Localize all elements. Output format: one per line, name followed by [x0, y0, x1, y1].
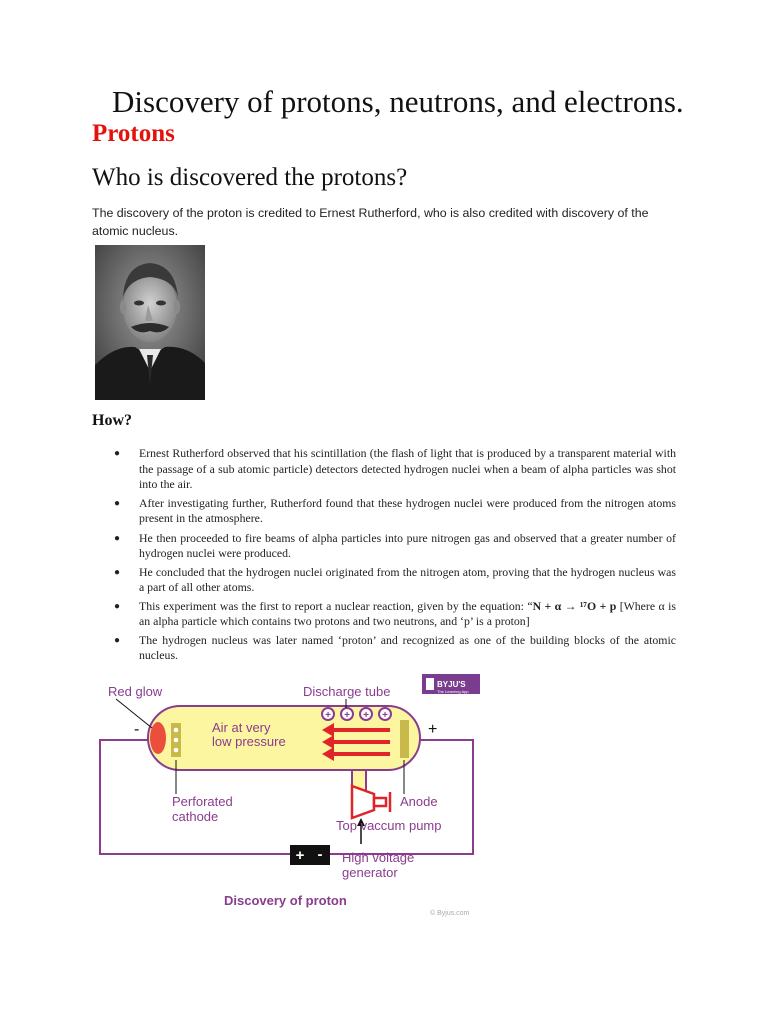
plus-sign: +: [428, 721, 438, 738]
anode: [400, 720, 409, 758]
equation: N + α → ¹⁷O + p: [532, 598, 617, 613]
svg-text:The Learning App: The Learning App: [437, 689, 469, 694]
diagram-caption: Discovery of proton: [224, 893, 347, 908]
discharge-tube-label: Discharge tube: [303, 684, 391, 699]
how-heading: How?: [92, 412, 132, 429]
svg-text:+: +: [344, 710, 350, 721]
perforated-label: Perforated: [172, 794, 233, 809]
list-item: ● He concluded that the hydrogen nuclei originated from the nitrogen atom, proving that the hydrogen nucleus was a part of all other atoms.: [114, 564, 676, 594]
svg-text:+: +: [382, 710, 388, 721]
list-item: ● After investigating further, Rutherford found that these hydrogen nuclei were produced from the nitrogen atoms present in the atmosphere.: [114, 495, 676, 525]
list-item: ● Ernest Rutherford observed that his scintillation (the flash of light that is produced by a transparent material with the passage of a sub atomic particle) detectors detected hydrogen nuclei when a beam of alpha particles was shot into the air.: [114, 446, 676, 491]
cathode-label: cathode: [172, 809, 219, 824]
svg-text:BYJU'S: BYJU'S: [437, 680, 466, 689]
pump-label: Top vaccum pump: [336, 818, 442, 833]
svg-text:+: +: [325, 710, 331, 721]
air-label: Air at very: [212, 720, 271, 735]
generator-label: generator: [342, 865, 398, 880]
vacuum-pump: [352, 786, 390, 818]
svg-text:+: +: [295, 847, 305, 864]
intro-paragraph: The discovery of the proton is credited to Ernest Rutherford, who is also credited with discovery of the atomic nucleus.: [92, 206, 649, 238]
list-item: ● The hydrogen nucleus was later named ‘proton’ and recognized as one of the building blocks of the atomic nucleus.: [114, 632, 676, 662]
list-item: ● This experiment was the first to report a nuclear reaction, given by the equation: “N + α → ¹⁷O + p [Where α is an alpha particle which contains two protons and two neutrons, and ‘p’ is a proton]: [114, 598, 676, 628]
red-glow-label: Red glow: [108, 684, 163, 699]
ray-arrows: [322, 723, 390, 761]
credit: © Byjus.com: [430, 910, 470, 917]
svg-text:-: -: [317, 846, 323, 863]
rutherford-portrait: [95, 245, 205, 400]
page-title: Discovery of protons, neutrons, and electrons.: [112, 84, 684, 119]
bullet-list: [92, 446, 676, 667]
red-glow: [150, 722, 166, 754]
anode-label: Anode: [400, 794, 438, 809]
list-item: ● He then proceeded to fire beams of alpha particles into pure nitrogen gas and observed that a greater number of hydrogen nuclei were produced.: [114, 530, 676, 560]
svg-text:+: +: [363, 710, 369, 721]
hv-label: High voltage: [342, 850, 415, 865]
section-heading: Protons: [92, 120, 175, 147]
question-heading: Who is discovered the protons?: [92, 164, 408, 191]
proton-discovery-diagram: [90, 668, 490, 924]
minus-sign: -: [134, 721, 140, 738]
air-label-2: low pressure: [212, 734, 286, 749]
